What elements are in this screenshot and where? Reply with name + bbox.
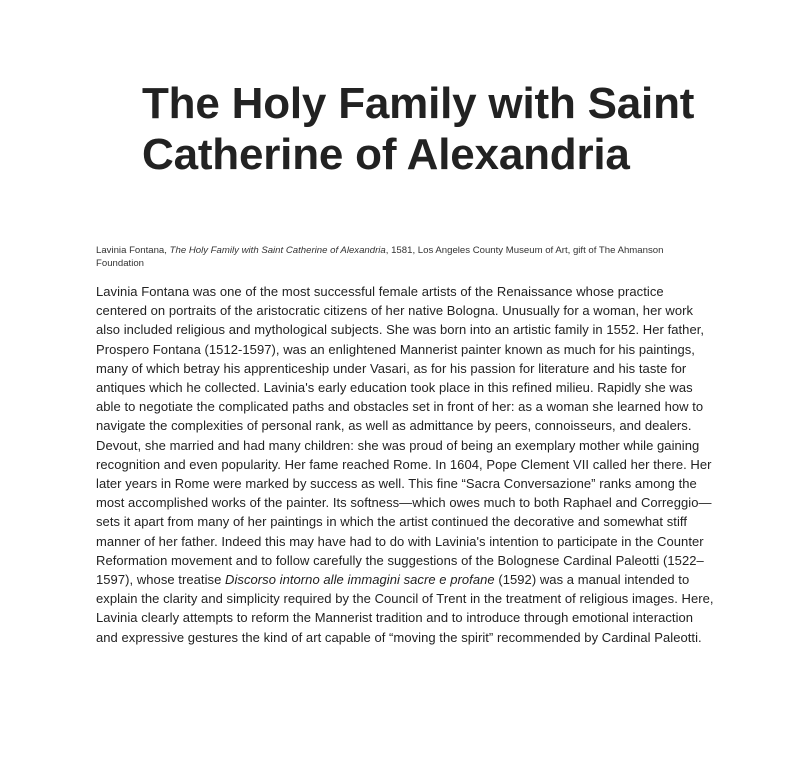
page-title: The Holy Family with Saint Catherine of Alexandria xyxy=(142,79,695,179)
article-body xyxy=(96,282,718,647)
caption-work-title: The Holy Family with Saint Catherine of Alexandria xyxy=(169,245,386,256)
body-text-part1: Lavinia Fontana was one of the most successful female artists of the Renaissance whose practice centered on portraits of the aristocratic citizens of her native Bologna. Unusually for a woman, her work also included religious and mythological subjects. She was born into an artistic family in 1552. Her father, Prospero Fontana (1512-1597), was an enlightened Mannerist painter known as much for his paintings, many of which betray his apprenticeship under Vasari, as for his passion for literature and his taste for antiques which he collected. Lavinia's early education took place in this refined milieu. Rapidly she was able to negotiate the complicated paths and obstacles set in front of her: as a woman she learned how to navigate the complexities of personal rank, as well as admittance by peers, connoisseurs, and dealers. Devout, she married and had many children: she was proud of being an exemplary mother while gaining recognition and even popularity. Her fame reached Rome. In 1604, Pope Clement VII called her there. Her later years in Rome were marked by success as well. This fine “Sacra Conversazione” ranks among the most accomplished works of the painter. Its softness—which owes much to both Raphael and Correggio—sets it apart from many of her paintings in which the artist continued the decorative and somewhat stiff manner of her father. Indeed this may have had to do with Lavinia's intention to participate in the Counter Reformation movement and to follow carefully the suggestions of the Bolognese Cardinal Paleotti (1522–1597), whose treatise xyxy=(96,284,712,588)
body-text-part2: (1592) was a manual intended to explain the clarity and simplicity required by the Council of Trent in the treatment of religious images. Here, Lavinia clearly attempts to reform the Mannerist tradition and to introduce through emotional interaction and expressive gestures the kind of art capable of “moving the spirit” recommended by Cardinal Paleotti. xyxy=(96,572,714,645)
image-caption xyxy=(96,244,706,270)
caption-artist: Lavinia Fontana xyxy=(96,245,165,256)
treatise-title: Discorso intorno alle immagini sacre e profane xyxy=(225,572,495,588)
caption-details: , 1581, Los Angeles County Museum of Art, gift of The Ahmanson Foundation xyxy=(96,245,664,269)
caption-separator: , xyxy=(164,245,170,256)
